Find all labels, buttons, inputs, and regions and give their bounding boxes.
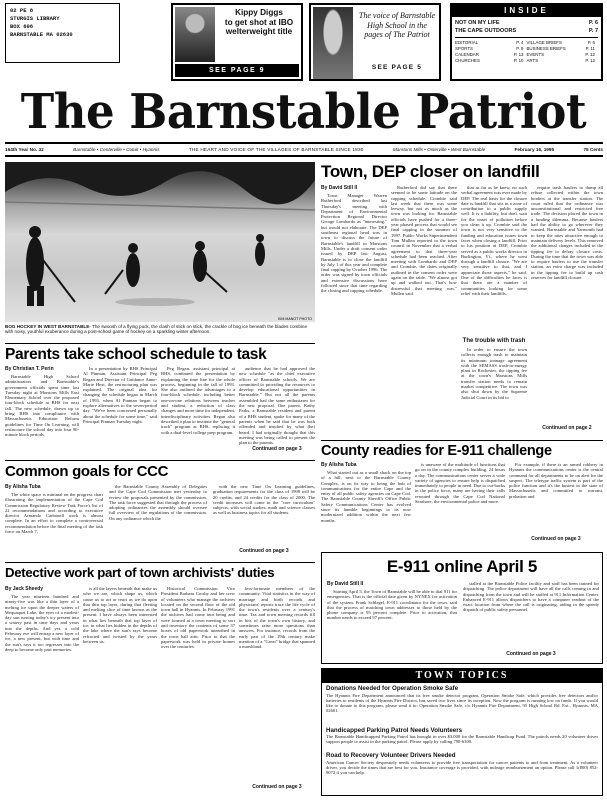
promo-kippy-line1: Kippy Diggs xyxy=(235,8,283,17)
schedule-col2 xyxy=(83,366,157,452)
landfill-col3 xyxy=(461,185,527,435)
landfill-continued[interactable]: Continued on page 2 xyxy=(542,425,592,431)
detective-text-3: Historical Commission Vice President Barbara Crosby and her crew of volunteers who manage the archives located on the second floor of the old town hall in Hyannis. In February 1991 the archives had come into being and were formed at a town meeting to sort and inventory the contents of some 37 boxes of old paperwork unearthed in the town hall attic. Prior to that the paperwork was held in private homes over the centuries. xyxy=(161,586,235,650)
byline-ccc: By Alisha Tuba xyxy=(5,484,41,490)
schedule-text-1: Barnstable High School administrators and Barnstable's government officials spent time last Tuesday night at Marstons Mills East Elementary School over the proposed four-block schedule at BHS for next fall. The new schedule, drawn up to bring BHS into compliance with Massachusetts Education Reform guidelines for Time On Learning, will restructure the school day into four 90-minute block periods. xyxy=(5,374,79,438)
topic-body: The Barnstable Handicapped Parking Patrol has brought in over $3,000 for the Barnstable Handicap Fund. The patrols needs 20 volunteer driver support people to assist in the parking patrol. Please apply by calling 790-6300. xyxy=(326,734,598,745)
promo-hs-line3: pages of The Patriot xyxy=(364,30,430,39)
detective-text-1: The year nineteen hundred and ninety-five was like a thin layer of a melting ice upon the deeper waters of Wequaquet Lake, the eyes of a modest-day sun turning today's icy present into a watery past in time days and years into the depths. And yet, a cold February eve will entrap a new layer of ice, a new present, but with time and the sun's rays it too regresses into the deep to become only past memories. xyxy=(5,594,79,652)
county-text-2: is unaware of the multitude of functions that go on in the county complex building, 24 hours a day. The communications center serves a wide variety of agencies to ensure help is dispatched immediately to people in need. Due to cut-backs in the police force, many are having their calls rerouted through the Cape Cod National Seashore, the environmental police and more. xyxy=(415,462,505,505)
masthead-title: The Barnstable Patriot xyxy=(20,83,587,140)
inside-header: INSIDE xyxy=(452,5,601,17)
landfill-col1 xyxy=(321,185,387,435)
topic-title[interactable]: Donations Needed for Operation Smoke Safe xyxy=(326,685,459,692)
mailing-label-line2: STURGIS LIBRARY xyxy=(10,15,60,22)
detective-col2 xyxy=(83,586,157,796)
town-topics-box xyxy=(321,668,603,796)
ccc-col2 xyxy=(109,484,207,558)
divider xyxy=(5,460,315,461)
masthead-rule-bottom xyxy=(5,155,603,157)
masthead-tagline: THE HEART AND VOICE OF THE VILLAGES OF BARNSTABLE SINCE 1830 xyxy=(188,146,364,152)
masthead-info-bar xyxy=(5,144,603,154)
headline-county-e911[interactable]: County readies for E-911 challenge xyxy=(321,443,552,459)
promo-hs-see-page: SEE PAGE 5 xyxy=(371,64,423,71)
villages-left: Barnstable • Centerville • Cotuit • Hyannis xyxy=(73,146,160,152)
landfill-text-2: Rutherford did say that there seemed to be some latitude on the capping schedule. Crombie said last week that there was some leeway, but not as much as the town was looking for. Barnstable officials have pushed for a three-year phased process that would see final capping in the summer of 1997. Public Works Superintendent Tom Mullen reported to the town council in November that a verbal agreement to that three-year schedule had been reached. After meeting with Lombardo and DEP and Crombie, the dates originally outlined in the consent order were again on the table. "We almost got up and walked out. That's how distressful that meeting was," Mullen said. xyxy=(391,185,457,296)
photo-credit: KIM MANOT PHOTO xyxy=(277,317,312,321)
promo-kippy-diggs[interactable] xyxy=(171,3,303,81)
landfill-text-3: that as far as he knew, no such verbal agreement was ever made by DEP. The real basis for the closure date is landfill that sits in a zone of contribution to a public supply well. It is a liability, but don't wait for the onset of pollution before you clean it up. Crombie said the town is not very sensitive to the funding and education issues town faces when closing a landfill. Prior to his position at DEP, Crombie served as a public works director in Burlington, Vt., where he went through a landfill closure. "We are very sensitive to that, and I appreciate those aspects," he said. One of the difficulties he faces is that there are a number of communities looking for some relief with their landfills. xyxy=(461,185,527,296)
headline-detective-work[interactable]: Detective work part of town archivists' duties xyxy=(5,565,275,580)
detective-continued[interactable]: Continued on page 3 xyxy=(252,784,302,790)
schedule-col4 xyxy=(239,366,315,458)
promo-kippy-line3: welterweight title xyxy=(225,27,293,36)
boxer-photo xyxy=(175,7,215,62)
promo-hs-line2: High School in the xyxy=(367,20,427,30)
county-text-3: For example, if there is an armed robbery in Hyannis the communications center is the central command for all departments to be on alert for the suspect. The teletype traffic system is part of the police function and it's the busiest in the state of Massachusetts and committed to warrant, probation and xyxy=(509,462,603,499)
villages-right: Marstons Mills • Osterville • West Barnstable xyxy=(392,146,486,152)
headline-school-schedule[interactable]: Parents take school schedule to task xyxy=(5,346,267,363)
e911-april-text-1: Starting April 5, the Town of Barnstable will be able to dial 911 for emergencies. That is the official date given by NYNEX for activation of the system, Frank Schlegel, E-911 coordinator for the town, said that the process of matching town addresses to those held by the phone company is 95 percent complete. Prior to activation, that number needs to exceed 97 percent. xyxy=(327,589,457,621)
student-photo xyxy=(313,7,353,79)
inside-grid-row[interactable]: CHURCHES P. 10 ARTS P. 12 xyxy=(455,58,595,63)
landfill-text-3b: In order to ensure the town collects enough trash to maintain its minimum tonnage agreement with the SEMASS trash-to-energy plant in Rochester, the tipping fee at the town's Marstons Mills transfer station needs to remain market competitive. The town was also shut down by the Supreme Judicial Court in its bid to xyxy=(461,347,527,400)
byline-schedule: By Christian T. Perin xyxy=(5,366,54,372)
ccc-text-3: with the new Time On Learning guidelines, graduation requirements for the class of 1998 will be 20 credits, and 24 credits for the class of 2000. The credit increases will come in the "core curriculum" subjects, with social studies, math and science classes as well as business topics for all students. xyxy=(213,484,315,516)
byline-county: By Alisha Tuba xyxy=(321,462,357,468)
inside-index xyxy=(450,3,603,81)
divider xyxy=(321,440,603,441)
e911-april-text-2: stalled at the Barnstable Police facility and staff has been trained for dispatching. The police department will have all the calls coming in and dispatching from the town and will be staffed at 911 Information Center. Enhanced E-911 allows dispatchers to have a computer readout of the exact location from where the call is originating, aiding in the speedy dispatch of public safety personnel. xyxy=(463,581,599,613)
ccc-col1 xyxy=(5,484,103,558)
town-topics-header: TOWN TOPICS xyxy=(322,669,602,683)
photo-caption-head: BOG HOCKEY IN WEST BARNSTABLE xyxy=(5,324,90,329)
promo-kippy-see-page: SEE PAGE 9 xyxy=(175,64,299,77)
schedule-col1 xyxy=(5,366,79,452)
topic-item xyxy=(326,685,598,725)
detective-text-2: is all the layers beneath that make us who we are, which shape us, which cause us to act or react as we do upon that thin top layer, during that fleeting and melting slice of time known as the present. I have always been interested in what lies beneath that top layer of ice, in what lies hidden in the depths of the lake where the sun's rays become refracted and twisted by the years between us. xyxy=(83,586,157,644)
mailing-label-line4: BARNSTABLE MA 02630 xyxy=(10,31,73,38)
schedule-text-3: Peg Regan, assistant principal at BHS, continued the presentation by explaining the time line for the whole process, beginning in the fall of 1993. She also outlined the advantages to a four-block schedule, including better one-on-one relations between teacher and student, a reduction of class changes and more time for independent, interdisciplinary activities. Regan also described a plan to institute the "general track" program at BHS, replacing it with a dual-level college prep program. xyxy=(161,366,235,435)
landfill-text-1: Town Manager Warren Rutherford described last Thursday's meeting with Department of Environmental Protection Regional Director George Lombardo as "interesting," but would not elaborate. The DEP southeast regional head was in town to discuss the future of Barnstable's landfill in Marstons Mills. Under a draft consent order issued by DEP last August, Barnstable is to close the landfill by July 1 of this year and complete final capping by October 1996. The order was signed by town officials and extensive discussions have followed since that time regarding the closing and capping schedule. xyxy=(321,193,387,294)
county-continued[interactable]: Continued on page 3 xyxy=(531,536,581,542)
photo-caption xyxy=(5,324,315,340)
topic-body: American Cancer Society desperately needs volunteers to provide free transportation for cancer patients to and from treatment. As a volunteer driver, you decide the times that are best for you. Insurance coverage is provided, with mileage reimbursement an option. Please call 1(800) 852-9072 if you can help. xyxy=(326,759,598,776)
landfill-col4 xyxy=(531,185,603,435)
box-e911-april xyxy=(321,552,603,664)
topic-item xyxy=(326,752,598,787)
edition-number: 164th Year No. 32 xyxy=(5,146,44,152)
schedule-continued[interactable]: Continued on page 3 xyxy=(252,446,302,452)
inside-row[interactable]: NOT ON MY LIFE P. 6 xyxy=(455,20,598,26)
headline-ccc[interactable]: Common goals for CCC xyxy=(5,463,169,480)
inside-grid-row[interactable]: SPORTS P. 9 BUSINESS BRIEFS P. 11 xyxy=(455,46,595,51)
promo-high-school[interactable] xyxy=(309,3,441,81)
ccc-col3 xyxy=(213,484,315,560)
e911-april-continued[interactable]: Continued on page 3 xyxy=(506,651,556,657)
inside-grid-row[interactable]: EDITORIAL P. 4 VILLAGE BRIEFS P. 6 xyxy=(455,40,595,45)
county-text-1: What started out as a small shack on the top of a hill, next to the Barnstable County Complex, is on its way to being the hub of communications for the entire Cape and the entry of all public safety agencies on Cape Cod. The Barnstable County Sheriff's Office Public Safety Communications Center has evolved since its humble beginnings to its now modernized addition within the next few months. xyxy=(321,470,411,523)
schedule-text-4: audience that he had approved the new schedule "as the chief executive officer of Barnstable schools. We are committed to providing the resources to develop educational opportunities in Barnstable." But not all the parents assembled had the same enthusiasm for the new proposal. One parent, Kathy Parks, a Barnstable resident and parent of a BHS student, spoke for many of the parents when he said that he was both offended and insulted by what (he) heard. I had originally thought that this meeting was being called to present the plan to the parents. xyxy=(239,366,315,446)
detective-col1 xyxy=(5,586,79,796)
mailing-label-line1: 02 PE 8 xyxy=(10,7,34,14)
detective-col4 xyxy=(239,586,315,796)
divider xyxy=(5,343,315,344)
county-col2 xyxy=(415,462,505,542)
topic-title[interactable]: Handicapped Parking Patrol Needs Volunteers xyxy=(326,726,463,734)
county-col1 xyxy=(321,462,411,542)
landfill-col2 xyxy=(391,185,457,435)
mailing-label-line3: BOX 606 xyxy=(10,23,34,30)
issue-price: 75 Cents xyxy=(583,146,603,152)
headline-landfill[interactable]: Town, DEP closer on landfill xyxy=(321,162,540,181)
issue-date: February 16, 1995 xyxy=(514,146,555,152)
bog-hockey-photo xyxy=(5,162,315,322)
inside-row[interactable]: THE CAPE OUTDOORS P. 7 xyxy=(455,28,598,34)
landfill-text-4: require trash haulers to dump all refuse collected within the town borders at the transfer station. The court ruled that the ordinance was unconstitutional and restricted free trade. The decision placed the town in a funding dilemma. Because haulers had the ability to go wherever they wanted, Barnstable and Yarmouth had to keep the rates attractive enough to maintain delivery levels. This removed the additional charges included in the tipping fee to defray closure costs. During the time that the town was able to require haulers to use the transfer station, an extra charge was included in the tipping fee to build up cash reserves for landfill closure. xyxy=(531,185,603,281)
topic-title[interactable]: Road to Recovery Volunteer Drivers Needed xyxy=(326,752,456,759)
photo-caption-body: - The swoosh of a flying puck, the clash of stick on stick, the crackle of bog ice beneath the blades combine with noisy, youthful exuberance during a post-school game of hockey on a sparkling winter afternoon. xyxy=(5,324,308,335)
ccc-continued[interactable]: Continued on page 3 xyxy=(239,548,289,554)
ccc-text-2: the Barnstable County Assembly of Delegates and the Cape Cod Commission met yesterday to review the proposals presented by the commission. The task force suggested that through the process of adopting ordinances the assembly should oversee full overview of the regulations of the commission. On any ordinance which the xyxy=(109,484,207,521)
promo-hs-line1: The voice of Barnstable xyxy=(358,11,436,20)
promo-kippy-line2: to get shot at IBO xyxy=(224,17,294,27)
county-col3 xyxy=(509,462,603,548)
schedule-col3 xyxy=(161,366,235,452)
ccc-text-1: The white space is minimal on the progress chart illustrating the implementation of the Cape Cod Commission Regulatory Review Task Force's list of 22 recommendations and according to executive director Armando Carbonell work is almost complete. In an effort to complete a controversial recommendation before the final meeting of the task force on March 7, xyxy=(5,492,103,535)
byline-detective: By Jack Sheedy xyxy=(5,586,44,592)
detective-text-4: less-fortunate members of the community. Vital statistics in the way of marriage and birth records and physicians' reports trace the life cycle of the town's residents over a century's time. Tax and town meeting records fill in bits of the town's own history, and sometimes raise more questions than answers. For instance, records from the early part of the 19th century make mention of a "Great" bridge that spanned a marshland. xyxy=(239,586,315,650)
mailing-label xyxy=(5,3,120,63)
detective-col3 xyxy=(161,586,235,796)
byline-e911-april: By David Still II xyxy=(327,581,364,587)
topic-body: The Hyannis Fire Department announced that its free smoke detector program, Operation Smoke Safe, which provides free detectors and/or batteries to residents of the Hyannis Fire District, has saved two lives since its inception. Now the program is running low on funds. If you would like to donate to this program, please send it to: Operation Smoke Safe, c/o Hyannis Fire Department, 95 High School Rd. Ext., Hyannis, MA 02601. xyxy=(326,692,598,714)
headline-e911-april[interactable]: E-911 online April 5 xyxy=(386,557,538,576)
inside-grid-row[interactable]: CALENDAR P. 13 EVENTS P. 12 xyxy=(455,52,595,57)
schedule-text-2: In a presentation by BHS Principal Al Pinman, Assistant Principal Peg Regan and Director of Guidance Anne-Marie Hext, the restructuring plan was explained. The original idea for changing the schedule began in March of 1993, when Al Pinman began to explore alternatives to the seven-period day. "We've been concerned personally about the schedule for some time," said Principal Pinman Tuesday night. xyxy=(83,366,157,424)
photo-illustration xyxy=(5,162,315,322)
byline-landfill: By David Still II xyxy=(321,185,358,191)
topic-item xyxy=(326,727,598,751)
landfill-subhead: The trouble with trash xyxy=(462,338,526,344)
